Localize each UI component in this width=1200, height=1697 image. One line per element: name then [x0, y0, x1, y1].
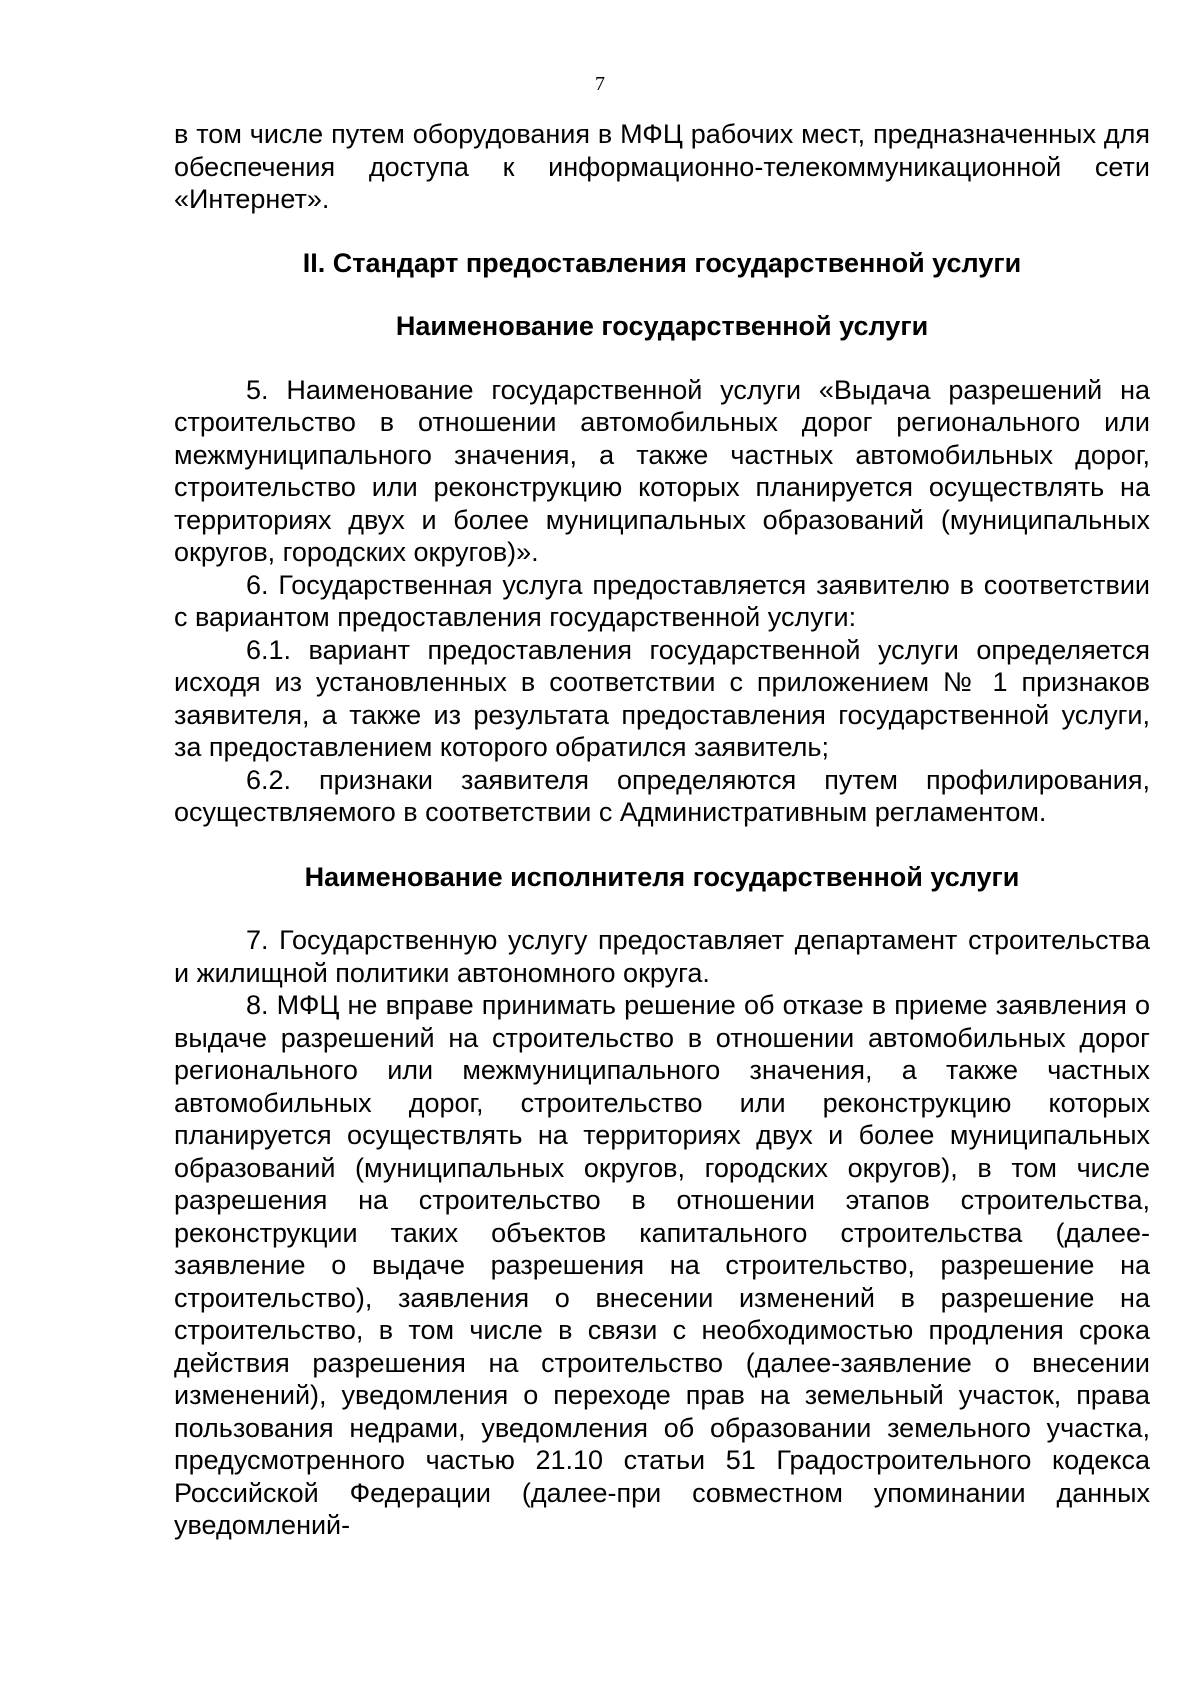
paragraph-6: 6. Государственная услуга предоставляется заявителю в соответствии с вариантом предоставления государственной услуги: — [174, 569, 1150, 632]
subheading-service-provider: Наименование исполнителя государственной услуги — [304, 861, 1020, 892]
document-body — [174, 118, 1150, 1542]
paragraph-6-2: 6.2. признаки заявителя определяются путем профилирования, осуществляемого в соответствии с Административным регламентом. — [174, 764, 1150, 827]
paragraph-8: 8. МФЦ не вправе принимать решение об отказе в приеме заявления о выдаче разрешений на строительство в отношении автомобильных дорог регионального или межмуниципального значения, а также частных автомобильных дорог, строительство или реконструкцию которых планируется осуществлять на территориях двух и более муниципальных образований (муниципальных округов, городских округов), в том числе разрешения на строительство в отношении этапов строительства, реконструкции таких объектов капитального строительства (далее-заявление о выдаче разрешения на строительство, разрешение на строительство), заявления о внесении изменений в разрешение на строительство, в том числе в связи с необходимостью продления срока действия разрешения на строительство (далее-заявление о внесении изменений), уведомления о переходе прав на земельный участок, права пользования недрами, уведомления об образовании земельного участка, предусмотренного частью 21.10 статьи 51 Градостроительного кодекса Российской Федерации (далее-при совместном упоминании данных уведомлений- — [174, 990, 1150, 1540]
paragraph-6-1: 6.1. вариант предоставления государственной услуги определяется исходя из установленных в соответствии с приложением № 1 признаков заявителя, а также из результата предоставления государственной услуги, за предоставлением которого обратился заявитель; — [174, 634, 1150, 762]
section-title: II. Стандарт предоставления государственной услуги — [302, 247, 1022, 278]
paragraph-5: 5. Наименование государственной услуги «Выдача разрешений на строительство в отношении автомобильных дорог регионального или межмуниципального значения, а также частных автомобильных дорог, строительство или реконструкцию которых планируется осуществлять на территориях двух и более муниципальных образований (муниципальных округов, городских округов)». — [174, 374, 1150, 567]
subheading-service-name: Наименование государственной услуги — [395, 311, 929, 341]
paragraph-7: 7. Государственную услугу предоставляет департамент строительства и жилищной политики автономного округа. — [174, 925, 1150, 988]
page-number: 7 — [595, 73, 605, 95]
intro-paragraph: в том числе путем оборудования в МФЦ рабочих мест, предназначенных для обеспечения доступа к информационно-телекоммуникационной сети «Интернет». — [174, 119, 1150, 214]
